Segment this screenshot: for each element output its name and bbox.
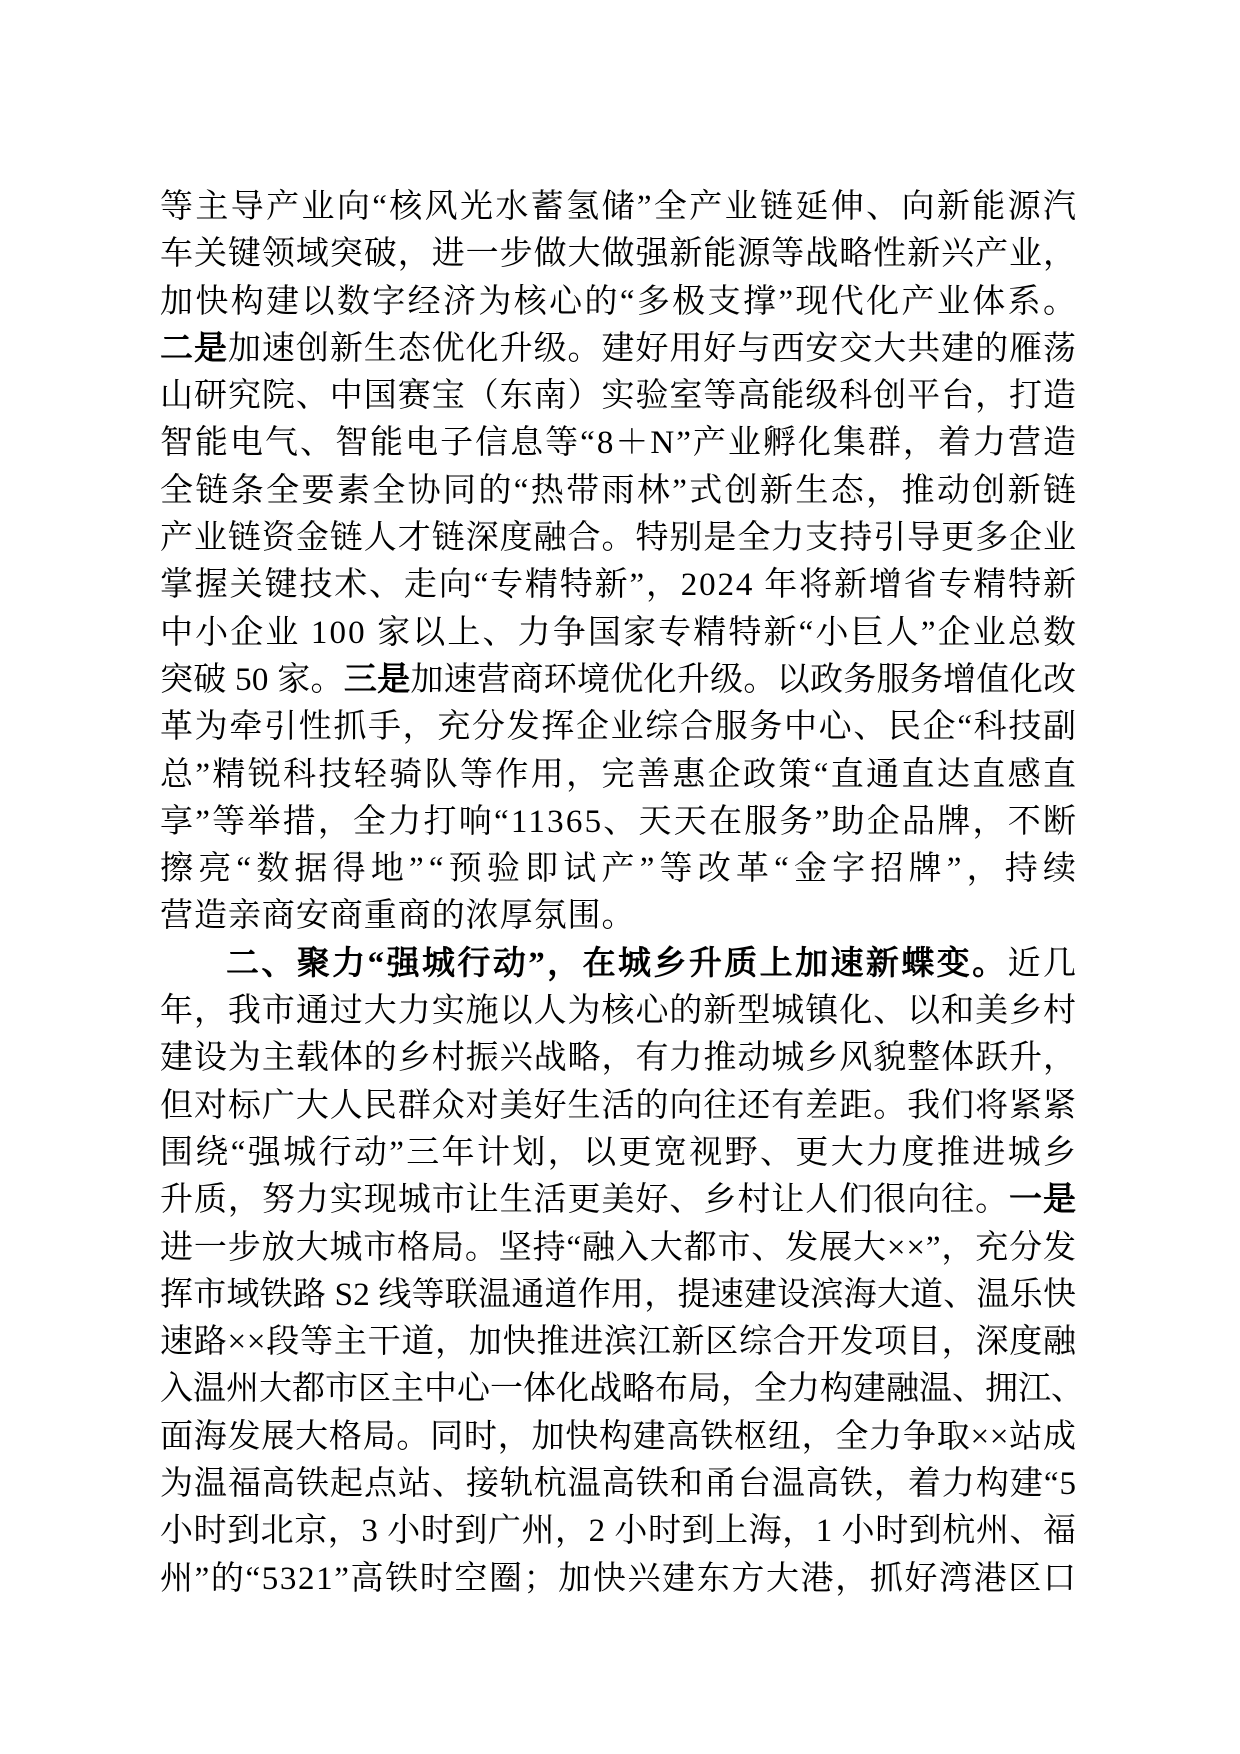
text-line: [160, 1319, 1076, 1366]
text-line: [160, 893, 1076, 940]
text-segment: 中小企业 100 家以上、力争国家专精特新“小巨人”企业总数: [160, 614, 1079, 651]
text-segment: 加快构建以数字经济为核心的“多极支撑”现代化产业体系。: [160, 283, 1079, 320]
text-line: [160, 468, 1079, 515]
text-segment: 加速创新生态优化升级。建好用好与西安交大共建的雁荡: [227, 330, 1077, 367]
text-segment: 小时到北京，3 小时到广州，2 小时到上海，1 小时到杭州、福: [160, 1513, 1077, 1550]
text-segment: 革为牵引性抓手，充分发挥企业综合服务中心、民企“科技副: [160, 709, 1078, 746]
text-line: [160, 1177, 1076, 1224]
text-segment: 全链条全要素全协同的“热带雨林”式创新生态，推动创新链: [160, 472, 1079, 509]
text-line: [160, 184, 1079, 231]
text-line: [160, 1461, 1076, 1508]
bold-text-segment: 二是: [160, 330, 228, 367]
text-segment: 进一步放大城市格局。坚持“融入大都市、发展大××”，充分发: [160, 1229, 1077, 1266]
text-segment: 建设为主载体的乡村振兴战略，有力推动城乡风貌整体跃升，: [160, 1040, 1077, 1077]
text-line: [160, 231, 1076, 278]
text-segment: 山研究院、中国赛宝（东南）实验室等高能级科创平台，打造: [160, 378, 1077, 415]
text-segment: 但对标广大人民群众对美好生活的向往还有差距。我们将紧紧: [160, 1087, 1077, 1124]
text-line: [160, 1225, 1076, 1272]
text-segment: 掌握关键技术、走向“专精特新”，2024 年将新增省专精特新: [160, 567, 1078, 604]
document-page: [160, 184, 1084, 1603]
text-segment: 年，我市通过大力实施以人为核心的新型城镇化、以和美乡村: [160, 993, 1077, 1030]
bold-text-segment: 三是: [343, 661, 411, 698]
text-line: [160, 846, 1082, 893]
text-segment: 车关键领域突破，进一步做大做强新能源等战略性新兴产业，: [160, 236, 1077, 273]
text-line: [160, 610, 1079, 657]
text-segment: 州”的“5321”高铁时空圈；加快兴建东方大港，抓好湾港区口: [160, 1560, 1078, 1597]
text-segment: 产业链资金链人才链深度融合。特别是全力支持引导更多企业: [160, 520, 1077, 557]
text-segment: 升质，努力实现城市让生活更美好、乡村让人们很向往。: [160, 1182, 1010, 1219]
text-segment: 挥市域铁路 S2 线等联温通道作用，提速建设滨海大道、温乐快: [160, 1276, 1077, 1313]
text-line: [160, 373, 1076, 420]
text-line: [160, 799, 1079, 846]
text-segment: 营造亲商安商重商的浓厚氛围。: [160, 898, 636, 935]
text-line: [160, 562, 1076, 609]
text-line: [160, 657, 1076, 704]
text-segment: 为温福高铁起点站、接轨杭温高铁和甬台温高铁，着力构建“5: [160, 1466, 1077, 1503]
text-line: [160, 515, 1076, 562]
text-segment: 围绕“强城行动”三年计划，以更宽视野、更大力度推进城乡: [160, 1134, 1079, 1171]
text-segment: 近几: [1007, 945, 1079, 982]
text-line: [160, 752, 1079, 799]
text-segment: 入温州大都市区主中心一体化战略布局，全力构建融温、拥江、: [160, 1371, 1084, 1408]
text-line: [160, 326, 1076, 373]
text-line: [160, 1130, 1079, 1177]
text-segment: 总”精锐科技轻骑队等作用，完善惠企政策“直通直达直感直: [160, 756, 1079, 793]
text-line: [160, 988, 1076, 1035]
text-segment: 加速营商环境优化升级。以政务服务增值化改: [410, 661, 1077, 698]
text-line: [160, 420, 1076, 467]
section-heading-line: [160, 941, 1079, 988]
text-line: [160, 1556, 1076, 1603]
text-segment: 享”等举措，全力打响“11365、天天在服务”助企品牌，不断: [160, 803, 1079, 840]
text-line: [160, 1272, 1076, 1319]
text-line: [160, 1508, 1076, 1555]
text-segment: 面海发展大格局。同时，加快构建高铁枢纽，全力争取××站成: [160, 1418, 1077, 1455]
text-segment: 擦亮“数据得地”“预验即试产”等改革“金字招牌”，持续: [160, 851, 1082, 888]
text-line: [160, 1035, 1076, 1082]
text-line: [160, 279, 1079, 326]
bold-text-segment: 二、聚力“强城行动”，在城乡升质上加速新蝶变。: [226, 945, 1008, 982]
text-segment: 速路××段等主干道，加快推进滨江新区综合开发项目，深度融: [160, 1324, 1077, 1361]
text-line: [160, 1414, 1076, 1461]
text-line: [160, 704, 1076, 751]
bold-text-segment: 一是: [1009, 1182, 1077, 1219]
text-line: [160, 1366, 1084, 1413]
text-segment: 智能电气、智能电子信息等“8＋N”产业孵化集群，着力营造: [160, 425, 1078, 462]
text-segment: 等主导产业向“核风光水蓄氢储”全产业链延伸、向新能源汽: [160, 189, 1079, 225]
text-line: [160, 1083, 1076, 1130]
text-segment: 突破 50 家。: [160, 661, 344, 698]
